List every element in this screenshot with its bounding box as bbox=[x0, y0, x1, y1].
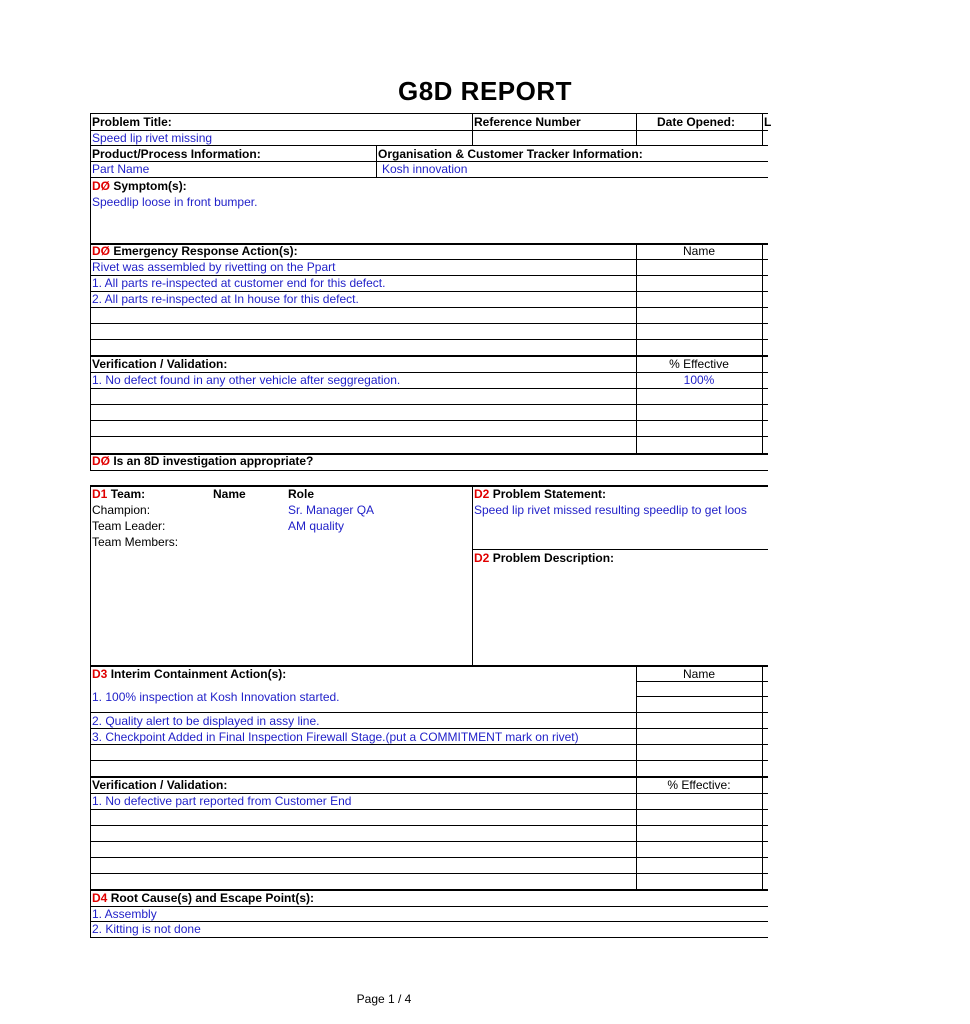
d0-symptom-value: Speedlip loose in front bumper. bbox=[92, 195, 258, 209]
team-row-role: AM quality bbox=[288, 519, 345, 533]
problem-title-value: Speed lip rivet missing bbox=[92, 131, 213, 145]
d0-code: DØ bbox=[92, 179, 110, 193]
rule bbox=[90, 712, 768, 713]
team-name-header: Name bbox=[213, 487, 246, 501]
rule bbox=[90, 307, 768, 308]
verification-item: 1. No defect found in any other vehicle after seggregation. bbox=[92, 373, 401, 387]
d3-ica-heading bbox=[92, 667, 286, 681]
rule bbox=[90, 145, 768, 146]
rule bbox=[472, 485, 473, 666]
d0-investigation-heading bbox=[92, 454, 313, 468]
rule bbox=[90, 744, 768, 745]
verification-item: 1. No defective part reported from Customer End bbox=[92, 794, 352, 808]
cut-column-label: L bbox=[764, 115, 772, 129]
d1-team-label: Team: bbox=[110, 487, 146, 501]
effective-column-header: % Effective: bbox=[667, 778, 731, 792]
team-row-label: Team Members: bbox=[92, 535, 179, 549]
d0-investigation-label: Is an 8D investigation appropriate? bbox=[113, 454, 314, 468]
rule bbox=[90, 841, 768, 842]
team-row-label: Team Leader: bbox=[92, 519, 166, 533]
rule bbox=[90, 728, 768, 729]
d3-verification-label: Verification / Validation: bbox=[92, 778, 228, 792]
name-column-header: Name bbox=[682, 244, 715, 258]
rule bbox=[90, 339, 768, 340]
rule bbox=[636, 113, 637, 146]
root-cause-item: 2. Kitting is not done bbox=[92, 922, 201, 936]
ica-item: 1. 100% inspection at Kosh Innovation started. bbox=[92, 690, 340, 704]
team-role-header: Role bbox=[288, 487, 315, 501]
d0-code: DØ bbox=[92, 244, 110, 258]
rule bbox=[90, 404, 768, 405]
era-item: Rivet was assembled by rivetting on the Ppart bbox=[92, 260, 336, 274]
d0-symptom-heading bbox=[92, 179, 187, 193]
rule bbox=[90, 436, 768, 437]
d0-code: DØ bbox=[92, 454, 110, 468]
rule bbox=[636, 243, 637, 454]
d0-era-heading bbox=[92, 244, 298, 258]
section-rule bbox=[90, 485, 768, 487]
d1-code: D1 bbox=[92, 487, 108, 501]
rule bbox=[90, 857, 768, 858]
rule bbox=[90, 113, 91, 244]
d0-symptom-label: Symptom(s): bbox=[113, 179, 187, 193]
org-info-label: Organisation & Customer Tracker Information: bbox=[378, 147, 643, 161]
rule bbox=[636, 681, 768, 682]
rule bbox=[90, 420, 768, 421]
product-info-value: Part Name bbox=[92, 162, 150, 176]
report-title: G8D REPORT bbox=[397, 76, 573, 106]
d4-code: D4 bbox=[92, 891, 108, 905]
d4-root-cause-heading bbox=[92, 891, 314, 905]
org-info-value: Kosh innovation bbox=[382, 162, 468, 176]
reference-number-label: Reference Number bbox=[474, 115, 581, 129]
rule bbox=[376, 145, 377, 178]
rule bbox=[472, 113, 473, 146]
effective-column-header: % Effective bbox=[669, 357, 729, 371]
d0-era-label: Emergency Response Action(s): bbox=[113, 244, 298, 258]
rule bbox=[90, 323, 768, 324]
problem-title-label: Problem Title: bbox=[92, 115, 172, 129]
rule bbox=[90, 177, 768, 178]
era-item: 2. All parts re-inspected at In house for this defect. bbox=[92, 292, 359, 306]
d2-code: D2 bbox=[474, 487, 490, 501]
team-row-label: Champion: bbox=[92, 503, 151, 517]
d2-description-label: Problem Description: bbox=[492, 551, 615, 565]
d2-statement-label: Problem Statement: bbox=[492, 487, 607, 501]
date-opened-label: Date Opened: bbox=[657, 115, 736, 129]
product-info-label: Product/Process Information: bbox=[92, 147, 261, 161]
effective-value: 100% bbox=[683, 373, 715, 387]
era-item: 1. All parts re-inspected at customer end for this defect. bbox=[92, 276, 386, 290]
rule bbox=[90, 873, 768, 874]
rule bbox=[636, 696, 768, 697]
name-column-header: Name bbox=[682, 667, 715, 681]
d2-statement-heading bbox=[474, 487, 606, 501]
rule bbox=[90, 113, 768, 114]
rule bbox=[762, 113, 763, 146]
d0-verification-label: Verification / Validation: bbox=[92, 357, 228, 371]
team-row-role: Sr. Manager QA bbox=[288, 503, 375, 517]
rule bbox=[90, 470, 768, 471]
rule bbox=[90, 825, 768, 826]
rule bbox=[90, 906, 768, 907]
d3-ica-label: Interim Containment Action(s): bbox=[110, 667, 287, 681]
root-cause-item: 1. Assembly bbox=[92, 907, 157, 921]
d2-description-heading bbox=[474, 551, 614, 565]
rule bbox=[90, 937, 768, 938]
rule bbox=[762, 243, 763, 454]
d3-code: D3 bbox=[92, 667, 108, 681]
page-number: Page 1 / 4 bbox=[356, 992, 412, 1006]
d2-code: D2 bbox=[474, 551, 490, 565]
rule bbox=[472, 549, 768, 550]
d4-root-cause-label: Root Cause(s) and Escape Point(s): bbox=[110, 891, 315, 905]
rule bbox=[90, 388, 768, 389]
ica-item: 2. Quality alert to be displayed in assy line. bbox=[92, 714, 320, 728]
rule bbox=[90, 760, 768, 761]
rule bbox=[90, 809, 768, 810]
d1-team-heading bbox=[92, 487, 145, 501]
d2-statement-value: Speed lip rivet missed resulting speedlip to get loos bbox=[474, 503, 747, 517]
ica-item: 3. Checkpoint Added in Final Inspection Firewall Stage.(put a COMMITMENT mark on rivet) bbox=[92, 730, 579, 744]
